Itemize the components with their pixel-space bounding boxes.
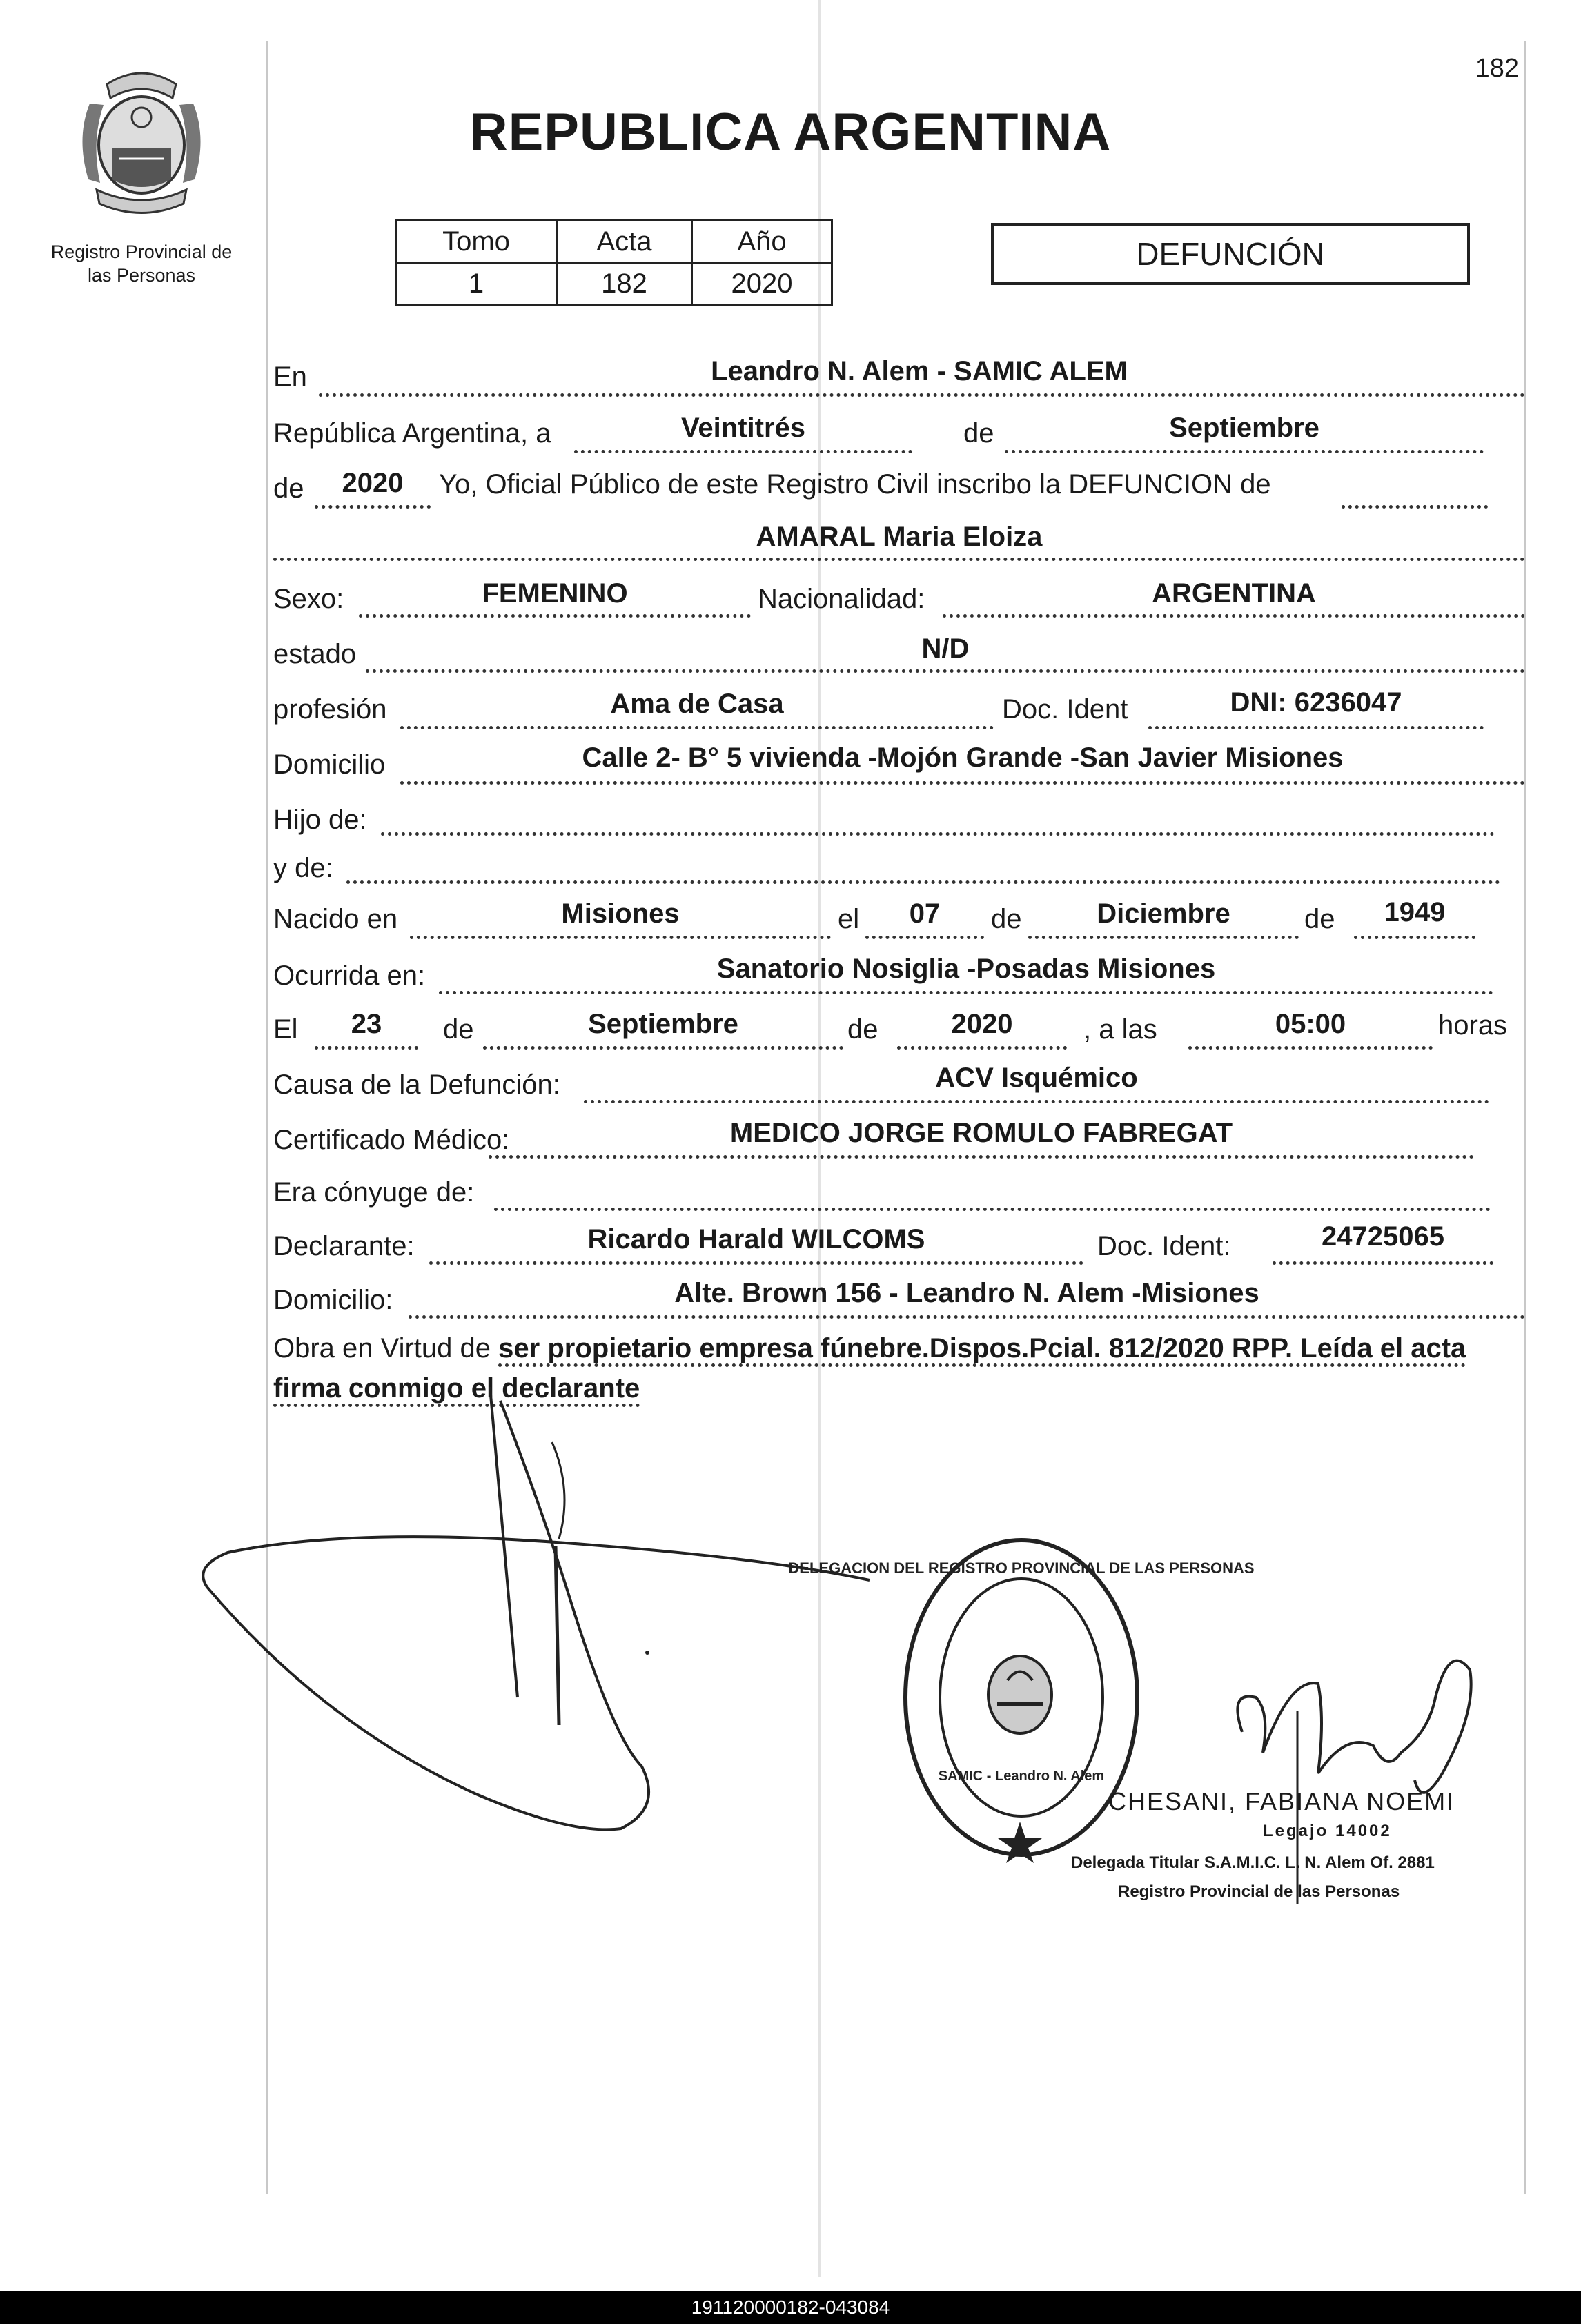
decl-doc-value: 24725065 (1322, 1221, 1444, 1252)
estado-line (366, 669, 1525, 673)
nombre-value: AMARAL Maria Eloiza (756, 522, 1043, 552)
stamp-legajo: Legajo 14002 (1263, 1822, 1392, 1840)
decl-domicilio-line (409, 1315, 1525, 1319)
nac-mes-value: Diciembre (1097, 898, 1230, 929)
def-mes-line (483, 1046, 843, 1050)
republica-label: República Argentina, a (273, 418, 551, 449)
nac-de2-label: de (1304, 904, 1335, 934)
header-cell-anio: Año (692, 221, 832, 263)
header-cell-tomo: Tomo (396, 221, 557, 263)
estado-label: estado (273, 639, 357, 669)
yo-text: Yo, Oficial Público de este Registro Civil inscribo la DEFUNCION de (439, 469, 1271, 500)
yde-line (346, 880, 1500, 884)
def-de-label: de (443, 1014, 474, 1045)
hijo-line (381, 832, 1495, 836)
certificado-value: MEDICO JORGE ROMULO FABREGAT (729, 1118, 1233, 1148)
right-margin-rule (1524, 41, 1526, 2194)
stamp-registro: Registro Provincial de las Personas (1118, 1882, 1400, 1901)
nacido-label: Nacido en (273, 904, 398, 934)
stamp-ring-text: DELEGACION DEL REGISTRO PROVINCIAL DE LAS PERSONAS (788, 1559, 1255, 1577)
en-line (319, 393, 1525, 397)
def-hora-value: 05:00 (1275, 1009, 1346, 1039)
sexo-label: Sexo: (273, 584, 344, 614)
domicilio-line (400, 781, 1525, 785)
en-value: Leandro N. Alem - SAMIC ALEM (711, 356, 1128, 386)
obra-label: Obra en Virtud de (273, 1333, 491, 1363)
conyuge-label: Era cónyuge de: (273, 1177, 475, 1208)
hijo-label: Hijo de: (273, 805, 367, 835)
nacionalidad-label: Nacionalidad: (758, 584, 925, 614)
nac-dia-value: 07 (909, 898, 941, 929)
decl-doc-line (1273, 1261, 1493, 1265)
stamp-official-name: CHESANI, FABIANA NOEMI (1108, 1787, 1455, 1815)
conyuge-line (494, 1208, 1491, 1211)
def-de2-label: de (847, 1014, 878, 1045)
nombre-line (273, 558, 1525, 561)
profesion-value: Ama de Casa (610, 689, 784, 719)
anio-value: 2020 (342, 468, 404, 498)
domicilio-value: Calle 2- B° 5 vivienda -Mojón Grande -San Javier Misiones (582, 742, 1344, 773)
ocurrida-line (439, 991, 1493, 994)
value-cell-tomo: 1 (396, 263, 557, 305)
ocurrida-label: Ocurrida en: (273, 961, 426, 991)
declarante-signature (186, 1380, 876, 1877)
doc-value: DNI: 6236047 (1230, 687, 1402, 718)
causa-value: ACV Isquémico (935, 1063, 1138, 1093)
registro-line-2: las Personas (87, 265, 196, 286)
stamp-cargo: Delegada Titular S.A.M.I.C. L. N. Alem Of. 2881 (1071, 1853, 1435, 1872)
declarante-label: Declarante: (273, 1231, 415, 1261)
value-cell-acta: 182 (557, 263, 692, 305)
table-value-row (396, 263, 832, 305)
document-type-box: DEFUNCIÓN (991, 223, 1470, 285)
nac-anio-line (1354, 936, 1475, 939)
stamp-inner-text: SAMIC - Leandro N. Alem (938, 1769, 1105, 1784)
def-dia-value: 23 (351, 1009, 382, 1039)
sexo-value: FEMENINO (482, 578, 628, 609)
yo-line (1342, 505, 1488, 509)
en-label: En (273, 362, 307, 392)
table-header-row (396, 221, 832, 263)
declarante-line (429, 1261, 1083, 1265)
def-anio-line (897, 1046, 1067, 1050)
nac-de-label: de (991, 904, 1022, 934)
nac-anio-value: 1949 (1384, 897, 1446, 927)
nac-mes-line (1028, 936, 1299, 939)
page-title: REPUBLICA ARGENTINA (469, 103, 1112, 161)
causa-line (584, 1100, 1489, 1103)
decl-doc-label: Doc. Ident: (1097, 1231, 1231, 1261)
profesion-line (400, 726, 994, 729)
mes-value: Septiembre (1169, 413, 1319, 443)
nacionalidad-line (943, 614, 1525, 618)
def-hora-line (1188, 1046, 1433, 1050)
de2-label: de (273, 473, 304, 504)
de-label: de (963, 418, 994, 449)
def-dia-line (315, 1046, 418, 1050)
certificado-label: Certificado Médico: (273, 1125, 510, 1155)
profesion-label: profesión (273, 694, 387, 725)
el-label: el (838, 904, 860, 934)
estado-value: N/D (921, 633, 970, 664)
header-cell-acta: Acta (557, 221, 692, 263)
doc-line (1148, 726, 1484, 729)
alas-label: , a las (1083, 1014, 1157, 1045)
decl-domicilio-value: Alte. Brown 156 - Leandro N. Alem -Misiones (674, 1278, 1259, 1308)
registro-provincial-label (28, 240, 255, 287)
yde-label: y de: (273, 853, 333, 883)
value-cell-anio: 2020 (692, 263, 832, 305)
sexo-line (359, 614, 751, 618)
page-number: 182 (1475, 54, 1519, 83)
decl-domicilio-label: Domicilio: (273, 1285, 393, 1315)
tomo-acta-anio-table (395, 219, 833, 306)
registro-line-1: Registro Provincial de (50, 242, 233, 262)
ocurrida-value: Sanatorio Nosiglia -Posadas Misiones (716, 954, 1216, 984)
anio-line (315, 505, 431, 509)
nac-dia-line (865, 936, 984, 939)
nacionalidad-value: ARGENTINA (1152, 578, 1316, 609)
dia-value: Veintitrés (680, 413, 806, 443)
declarante-value: Ricardo Harald WILCOMS (587, 1224, 925, 1254)
def-mes-value: Septiembre (588, 1009, 738, 1039)
el2-label: El (273, 1014, 298, 1045)
causa-label: Causa de la Defunción: (273, 1070, 560, 1100)
certificado-line (489, 1155, 1474, 1159)
dia-line (574, 450, 912, 453)
domicilio-label: Domicilio (273, 749, 386, 780)
barcode-footer: 191120000182-043084 (0, 2291, 1581, 2324)
doc-label: Doc. Ident (1002, 694, 1128, 725)
horas-label: horas (1438, 1010, 1508, 1041)
nacido-value: Misiones (561, 898, 680, 929)
nacido-line (410, 936, 831, 939)
def-anio-value: 2020 (951, 1009, 1013, 1039)
mes-line (1005, 450, 1484, 453)
obra-value: ser propietario empresa fúnebre.Dispos.Pcial. 812/2020 RPP. Leída el acta firma conmigo el declarante (273, 1333, 1466, 1407)
